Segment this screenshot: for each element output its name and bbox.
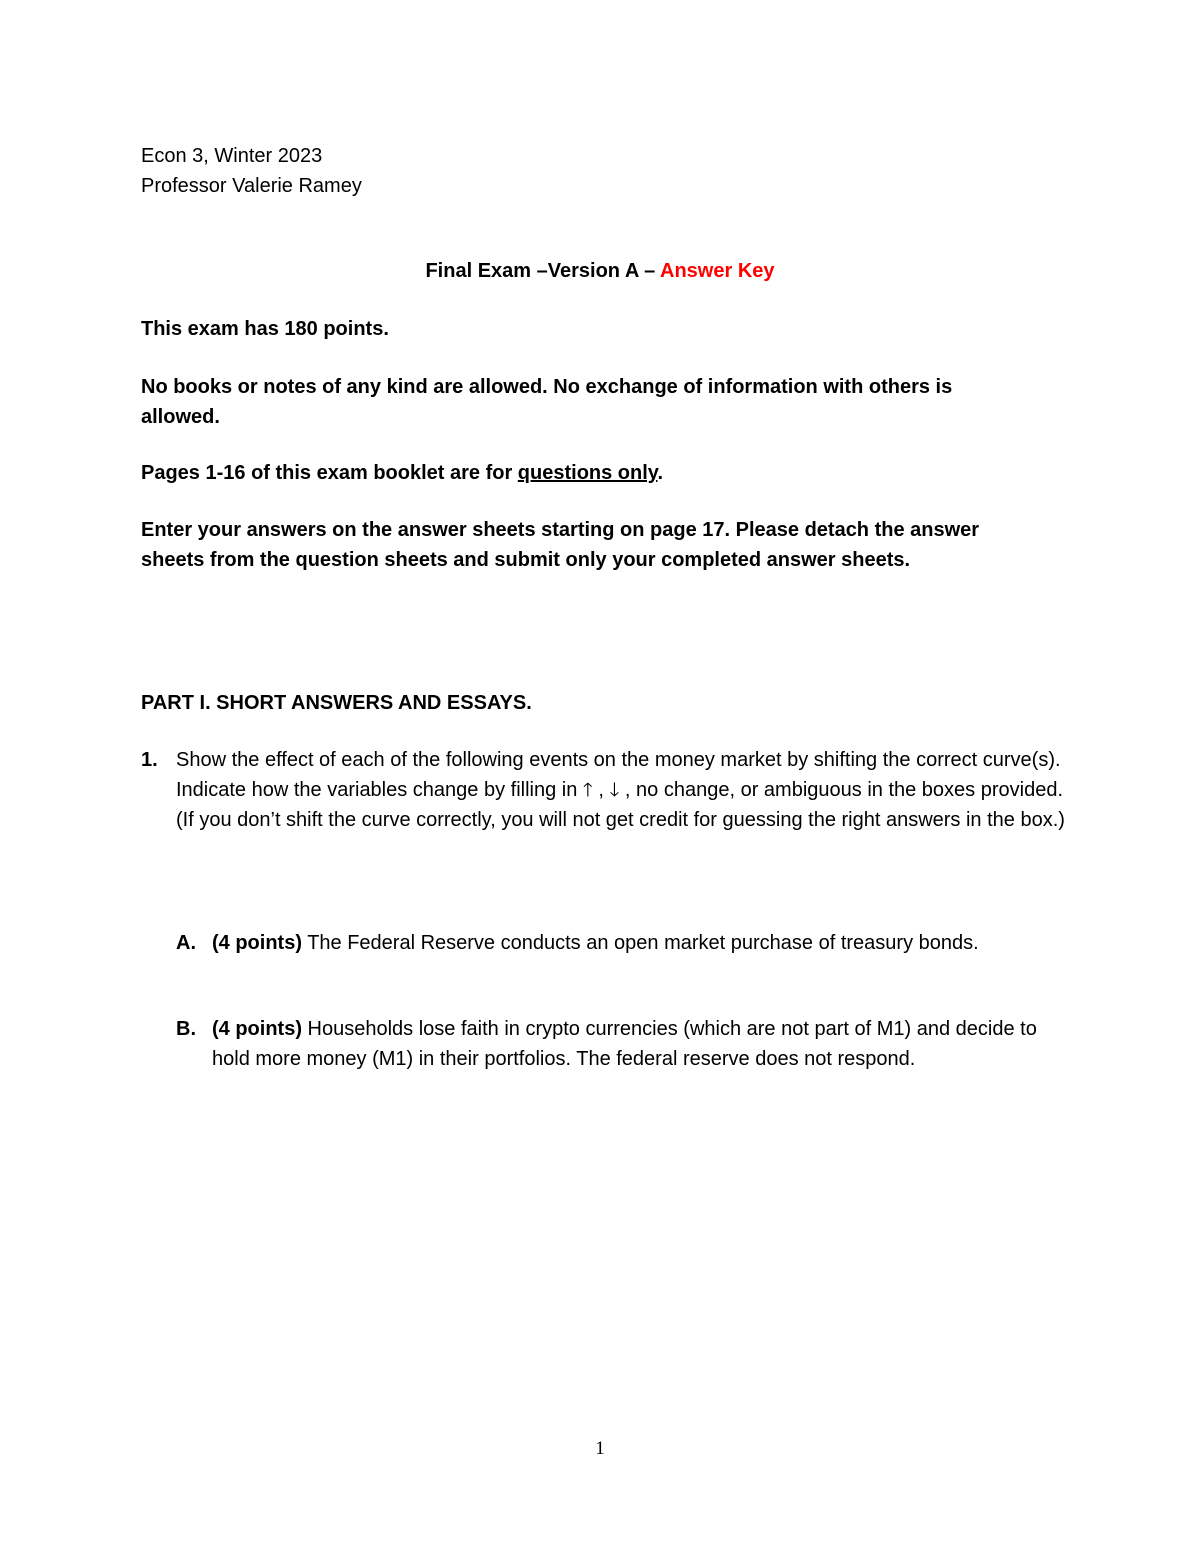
course-name: Econ 3, Winter 2023 [141,145,323,167]
exam-title [0,256,1200,286]
question-number: 1. [141,749,158,771]
rules-note: No books or notes of any kind are allowed. No exchange of information with others is allowed. [141,376,953,428]
part-heading: PART I. SHORT ANSWERS AND ESSAYS. [141,692,532,714]
pages-note-suffix: . [657,462,663,484]
subquestion-a [212,928,1042,958]
questions-only-emphasis: questions only [517,462,658,484]
subquestion-a-letter: A. [176,932,196,954]
up-arrow-icon: 🡑 [582,779,593,801]
subquestion-b-text: Households lose faith in crypto currencies (which are not part of M1) and decide to hold more money (M1) in their portfolios. The federal reserve does not respond. [212,1018,1037,1070]
points-note: This exam has 180 points. [141,318,389,340]
arrow-separator: , [592,779,610,801]
page-number: 1 [595,1438,605,1459]
pages-note [141,458,1021,488]
answer-key-label: Answer Key [660,260,775,282]
subquestion-b-letter: B. [176,1018,196,1040]
down-arrow-icon: 🡓 [609,779,620,801]
question-text-start: Show the effect of each of the following events on the money market by shifting the correct curve(s). Indicate how the variables change by filling in [176,749,1061,801]
answer-sheet-note: Enter your answers on the answer sheets starting on page 17. Please detach the answer sheets from the question sheets and submit only your completed answer sheets. [141,519,980,571]
exam-title-main: Final Exam –Version A – [425,260,661,282]
subquestion-b-points: (4 points) [212,1018,302,1040]
course-header [141,141,362,201]
subquestion-a-text: The Federal Reserve conducts an open market purchase of treasury bonds. [302,932,979,954]
question-text [176,745,1066,835]
question-text-end: , no change, or ambiguous in the boxes provided. (If you don’t shift the curve correctly, you will not get credit for guessing the right answers in the box.) [176,779,1065,831]
professor-name: Professor Valerie Ramey [141,175,362,197]
subquestion-b [212,1014,1042,1074]
subquestion-a-points: (4 points) [212,932,302,954]
pages-note-prefix: Pages 1-16 of this exam booklet are for [141,462,518,484]
